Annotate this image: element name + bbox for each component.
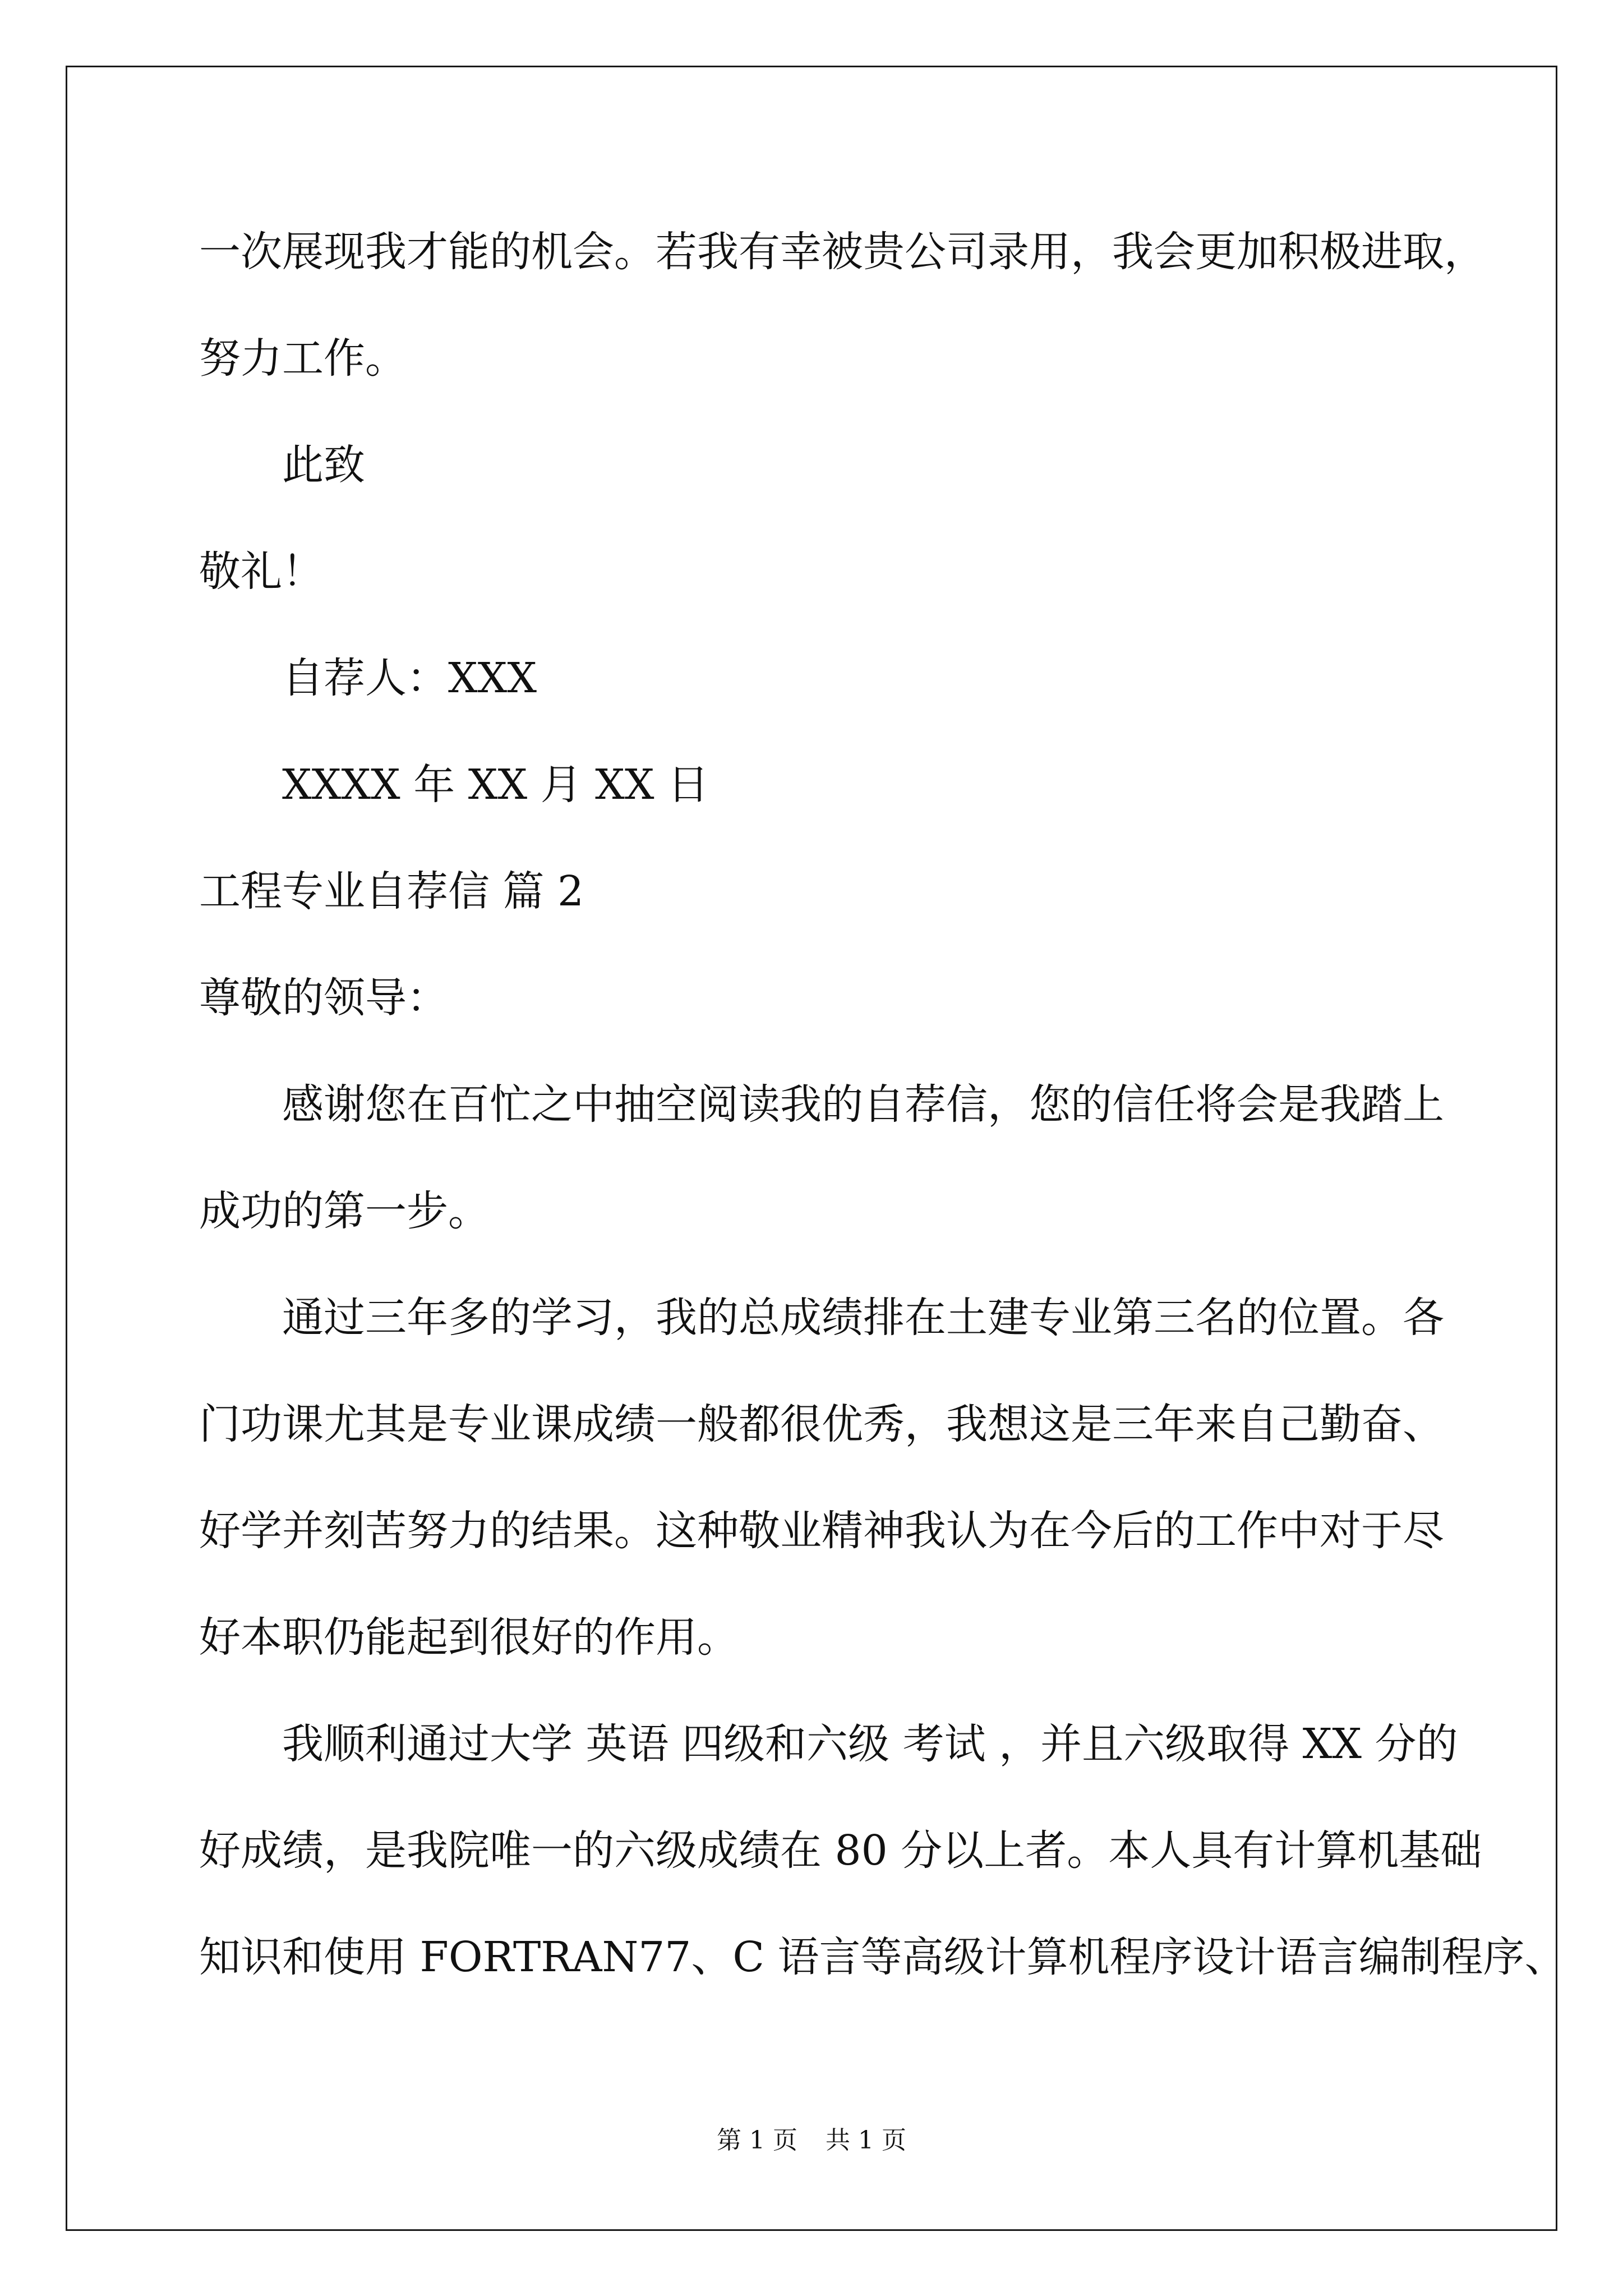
paragraph-3-line-2: 好成绩，是我院唯一的六级成绩在 80 分以上者。本人具有计算机基础 (199, 1826, 1482, 1875)
text-line-1: 一次展现我才能的机会。若我有幸被贵公司录用，我会更加积极进取， (199, 228, 1486, 276)
paragraph-3-line-1: 我顺利通过大学 英语 四级和六级 考试 ，并且六级取得 XX 分的 (282, 1720, 1458, 1768)
paragraph-2-line-2: 门功课尤其是专业课成绩一般都很优秀，我想这是三年来自己勤奋、 (199, 1400, 1444, 1448)
section-title: 工程专业自荐信 篇 2 (199, 867, 584, 915)
salutation-cizhi: 此致 (282, 441, 365, 489)
salutation-jingli: 敬礼！ (199, 547, 324, 596)
page-total: 共 1 页 (826, 2126, 906, 2155)
greeting-line: 尊敬的领导： (199, 974, 448, 1022)
paragraph-2-line-4: 好本职仍能起到很好的作用。 (199, 1613, 739, 1662)
page-footer (0, 2124, 1623, 2157)
paragraph-2-line-3: 好学并刻苦努力的结果。这种敬业精神我认为在今后的工作中对于尽 (199, 1507, 1444, 1555)
page-border (66, 66, 1566, 2231)
paragraph-1-line-1: 感谢您在百忙之中抽空阅读我的自荐信，您的信任将会是我踏上 (282, 1080, 1444, 1129)
signature-line: 自荐人：XXX (282, 654, 537, 702)
paragraph-3-line-3: 知识和使用 FORTRAN77、C 语言等高级计算机程序设计语言编制程序、 (199, 1933, 1566, 1981)
text-line-2: 努力工作。 (199, 334, 407, 383)
date-line: XXXX 年 XX 月 XX 日 (282, 761, 709, 809)
paragraph-1-line-2: 成功的第一步。 (199, 1187, 490, 1235)
paragraph-2-line-1: 通过三年多的学习，我的总成绩排在土建专业第三名的位置。各 (282, 1294, 1444, 1342)
page-number: 第 1 页 (717, 2126, 797, 2155)
